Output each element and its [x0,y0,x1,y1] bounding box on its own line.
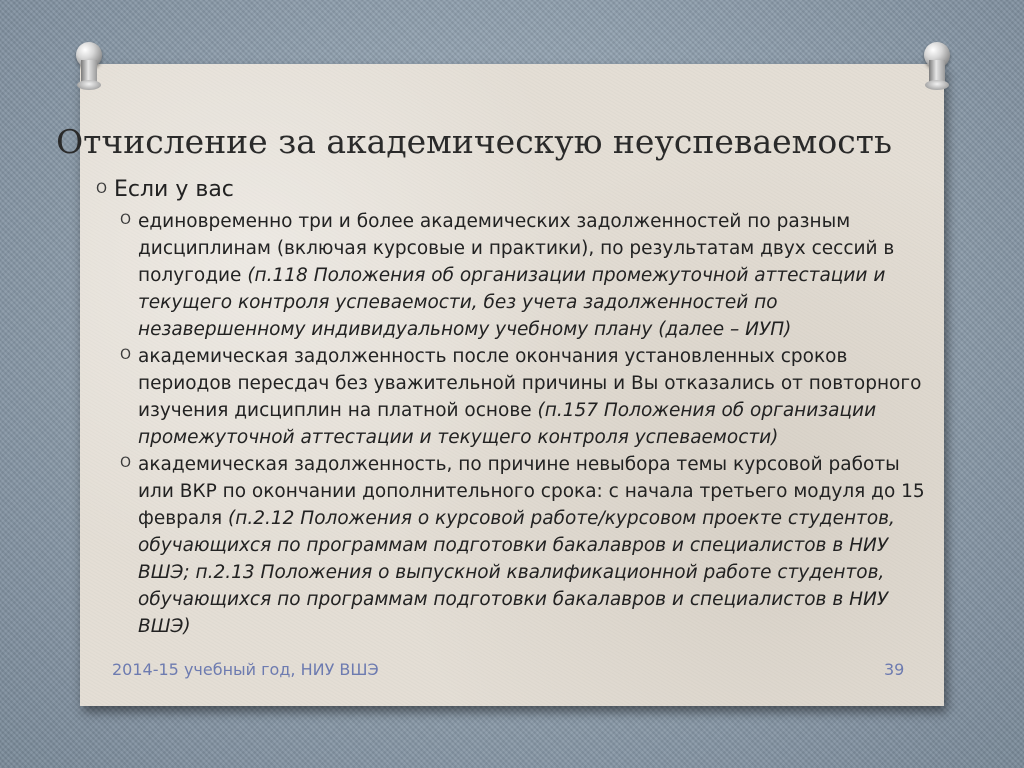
footer-academic-year: 2014-15 учебный год, НИУ ВШЭ [112,660,379,679]
page-number: 39 [884,660,905,679]
bullet-marker-icon: O [120,455,132,471]
list-item-reference: (п.157 Положения об организации промежуточной аттестации и текущего контроля успеваемости) [138,400,877,448]
list-item-text: единовременно три и более академических задолженностей по разным дисциплинам (включая курсовые и практики), по результатам двух сессий в полугодие (п.118 Положения об организации промежуточной аттестации и текущего контроля успеваемости, без учета задолженностей по незавершенному индивидуальному учебному плану (далее – ИУП) [138,211,895,340]
list-item [96,208,936,343]
bullet-marker-icon: O [96,181,108,197]
list-item-text: академическая задолженность, по причине невыбора темы курсовой работы или ВКР по окончании дополнительного срока: с начала третьего модуля до 15 февраля (п.2.12 Положения о курсовой работе/курсовом проекте студентов, обучающихся по программам подготовки бакалавров и специалистов в НИУ ВШЭ; п.2.13 Положения о выпускной квалификационной работе студентов, обучающихся по программам подготовки бакалавров и специалистов в НИУ ВШЭ) [138,454,925,637]
bullet-marker-icon: O [120,212,132,228]
list-item-text: академическая задолженность после окончания установленных сроков периодов пересдач без уважительной причины и Вы отказались от повторного изучения дисциплин на платной основе (п.157 Положения об организации промежуточной аттестации и текущего контроля успеваемости) [138,346,922,448]
slide-content [96,176,936,640]
pushpin-left-icon [74,42,104,94]
list-item [96,451,936,640]
bullet-marker-icon: O [120,347,132,363]
slide-title: Отчисление за академическую неуспеваемость [56,122,892,161]
main-bullet-text: Если у вас [114,177,234,202]
main-bullet [96,176,936,204]
list-item-reference: (п.118 Положения об организации промежуточной аттестации и текущего контроля успеваемости, без учета задолженностей по незавершенному индивидуальному учебному плану (далее – ИУП) [138,265,886,340]
list-item [96,343,936,451]
list-item-reference: (п.2.12 Положения о курсовой работе/курсовом проекте студентов, обучающихся по программам подготовки бакалавров и специалистов в НИУ ВШЭ; п.2.13 Положения о выпускной квалификационной работе студентов, обучающихся по программам подготовки бакалавров и специалистов в НИУ ВШЭ) [138,508,895,637]
pushpin-right-icon [922,42,952,94]
